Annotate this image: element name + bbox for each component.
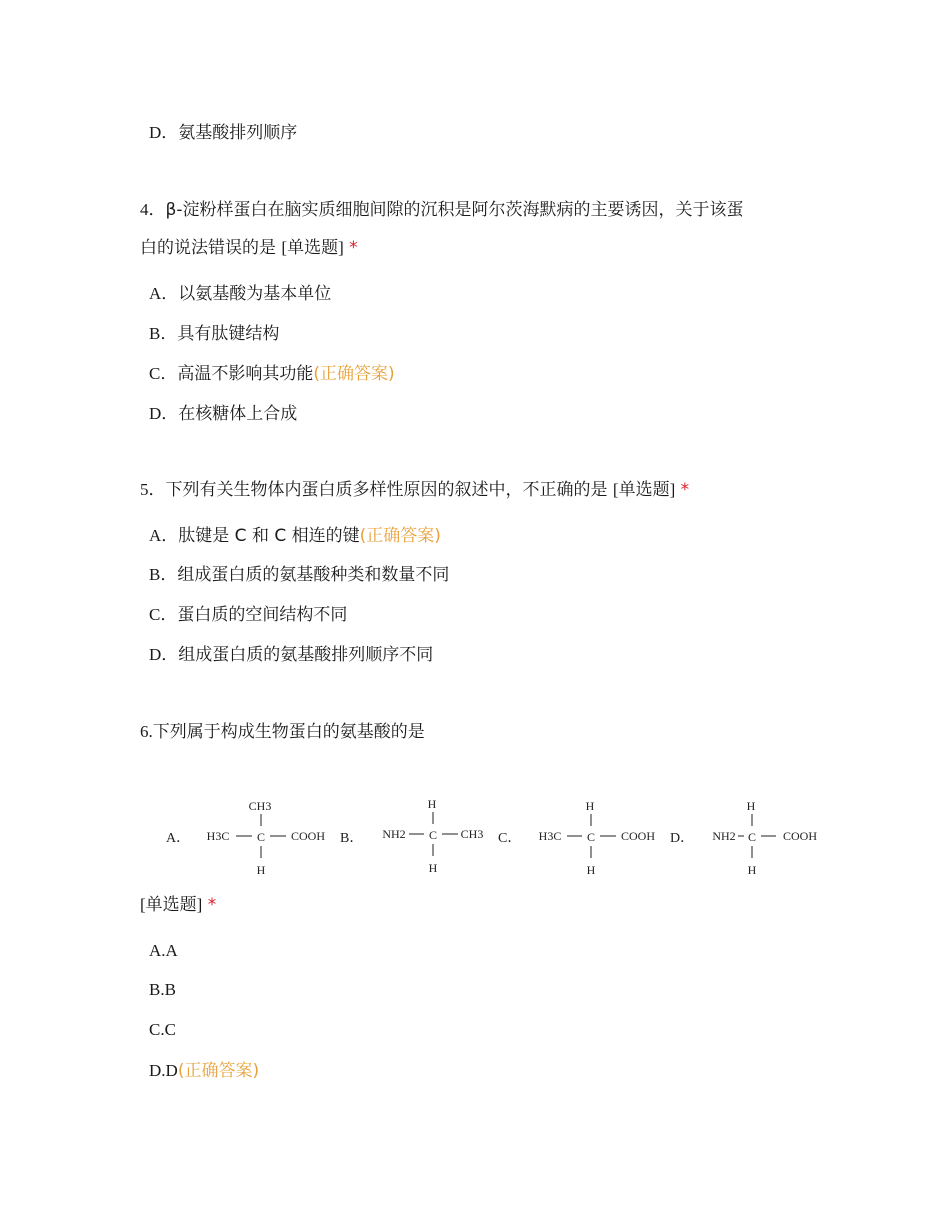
- option-text: 蛋白质的空间结构不同: [177, 605, 348, 625]
- bottom-group: H: [747, 863, 757, 877]
- question-number: 4．: [140, 200, 166, 219]
- structure-label: B．: [340, 831, 364, 846]
- left-group: NH2: [382, 827, 406, 841]
- q4-title-line2: [140, 236, 358, 260]
- top-group: CH3: [248, 799, 272, 813]
- top-group: H: [427, 797, 437, 811]
- left-group: H3C: [206, 829, 230, 843]
- option-letter: B．: [149, 324, 178, 343]
- q4-option-b[interactable]: [149, 322, 279, 346]
- option-text: 以氨基酸为基本单位: [178, 284, 332, 304]
- center-atom: C: [586, 830, 596, 844]
- q3-option-d[interactable]: [149, 121, 297, 145]
- question-text: 下列有关生物体内蛋白质多样性原因的叙述中，不正确的是: [165, 480, 608, 500]
- q6-title: [140, 720, 425, 744]
- structure-c: [498, 799, 655, 877]
- center-atom: C: [428, 828, 438, 842]
- q6-option-d[interactable]: [149, 1059, 259, 1083]
- q5-option-c[interactable]: [149, 603, 347, 627]
- correct-answer-tag: (正确答案): [359, 526, 441, 546]
- question-type: [单选题]: [281, 238, 344, 257]
- q5-option-a[interactable]: [149, 524, 441, 548]
- question-text: 白的说法错误的是: [140, 238, 276, 258]
- amino-acid-structures-figure: [160, 790, 830, 885]
- q6-option-b[interactable]: [149, 978, 176, 1002]
- q6-option-a[interactable]: [149, 939, 178, 963]
- option-text: 氨基酸排列顺序: [178, 123, 298, 143]
- center-atom: C: [256, 830, 266, 844]
- q6-option-c[interactable]: [149, 1018, 176, 1042]
- option-letter: C．: [149, 364, 178, 383]
- option-text: B.B: [149, 980, 176, 999]
- correct-answer-tag: (正确答案): [313, 364, 395, 384]
- right-group: COOH: [290, 829, 326, 843]
- option-text: D.D: [149, 1061, 178, 1080]
- right-group: CH3: [460, 827, 484, 841]
- option-letter: D．: [149, 645, 179, 664]
- q4-option-d[interactable]: [149, 402, 297, 426]
- option-text: 肽键是 C 和 C 相连的键: [178, 526, 360, 546]
- question-text: β-淀粉样蛋白在脑实质细胞间隙的沉积是阿尔茨海默病的主要诱因，关于该蛋: [165, 200, 744, 220]
- option-letter: C．: [149, 605, 178, 624]
- q4-option-a[interactable]: [149, 282, 331, 306]
- question-type: [单选题]: [612, 480, 676, 499]
- option-text: 在核糖体上合成: [178, 404, 298, 424]
- q5-option-b[interactable]: [149, 563, 449, 587]
- required-marker: *: [207, 895, 217, 915]
- center-atom: C: [747, 830, 757, 844]
- left-group: NH2: [712, 829, 736, 843]
- structure-a: [166, 799, 325, 877]
- q4-title-line1: [140, 198, 743, 222]
- option-letter: D．: [149, 404, 179, 423]
- structure-label: A．: [166, 831, 191, 846]
- option-letter: B．: [149, 565, 178, 584]
- structure-d: [670, 799, 817, 877]
- bottom-group: H: [256, 863, 266, 877]
- left-group: H3C: [538, 829, 562, 843]
- top-group: H: [746, 799, 756, 813]
- question-number: 5．: [140, 480, 166, 499]
- option-letter: A．: [149, 284, 179, 303]
- right-group: COOH: [620, 829, 656, 843]
- q4-option-c[interactable]: [149, 362, 395, 386]
- correct-answer-tag: (正确答案): [177, 1061, 260, 1081]
- option-text: C.C: [149, 1020, 176, 1039]
- structure-label: D．: [670, 831, 695, 846]
- structure-b: [340, 797, 483, 875]
- top-group: H: [585, 799, 595, 813]
- right-group: COOH: [782, 829, 818, 843]
- required-marker: *: [349, 238, 358, 258]
- bottom-group: H: [428, 861, 438, 875]
- q5-option-d[interactable]: [149, 643, 433, 667]
- option-text: 高温不影响其功能: [177, 364, 314, 384]
- option-text: 组成蛋白质的氨基酸排列顺序不同: [178, 645, 434, 665]
- bottom-group: H: [586, 863, 596, 877]
- structure-label: C．: [498, 831, 522, 846]
- option-text: A.A: [149, 941, 178, 960]
- question-text: 下列属于构成生物蛋白的氨基酸的是: [152, 722, 425, 742]
- option-letter: A．: [149, 526, 179, 545]
- question-number: 6.: [140, 722, 153, 741]
- question-type: [单选题]: [140, 895, 203, 914]
- q6-type-line: [140, 893, 216, 917]
- required-marker: *: [680, 480, 690, 500]
- q5-title: [140, 478, 689, 502]
- option-text: 组成蛋白质的氨基酸种类和数量不同: [177, 565, 450, 585]
- option-text: 具有肽键结构: [177, 324, 280, 344]
- option-letter: D．: [149, 123, 179, 142]
